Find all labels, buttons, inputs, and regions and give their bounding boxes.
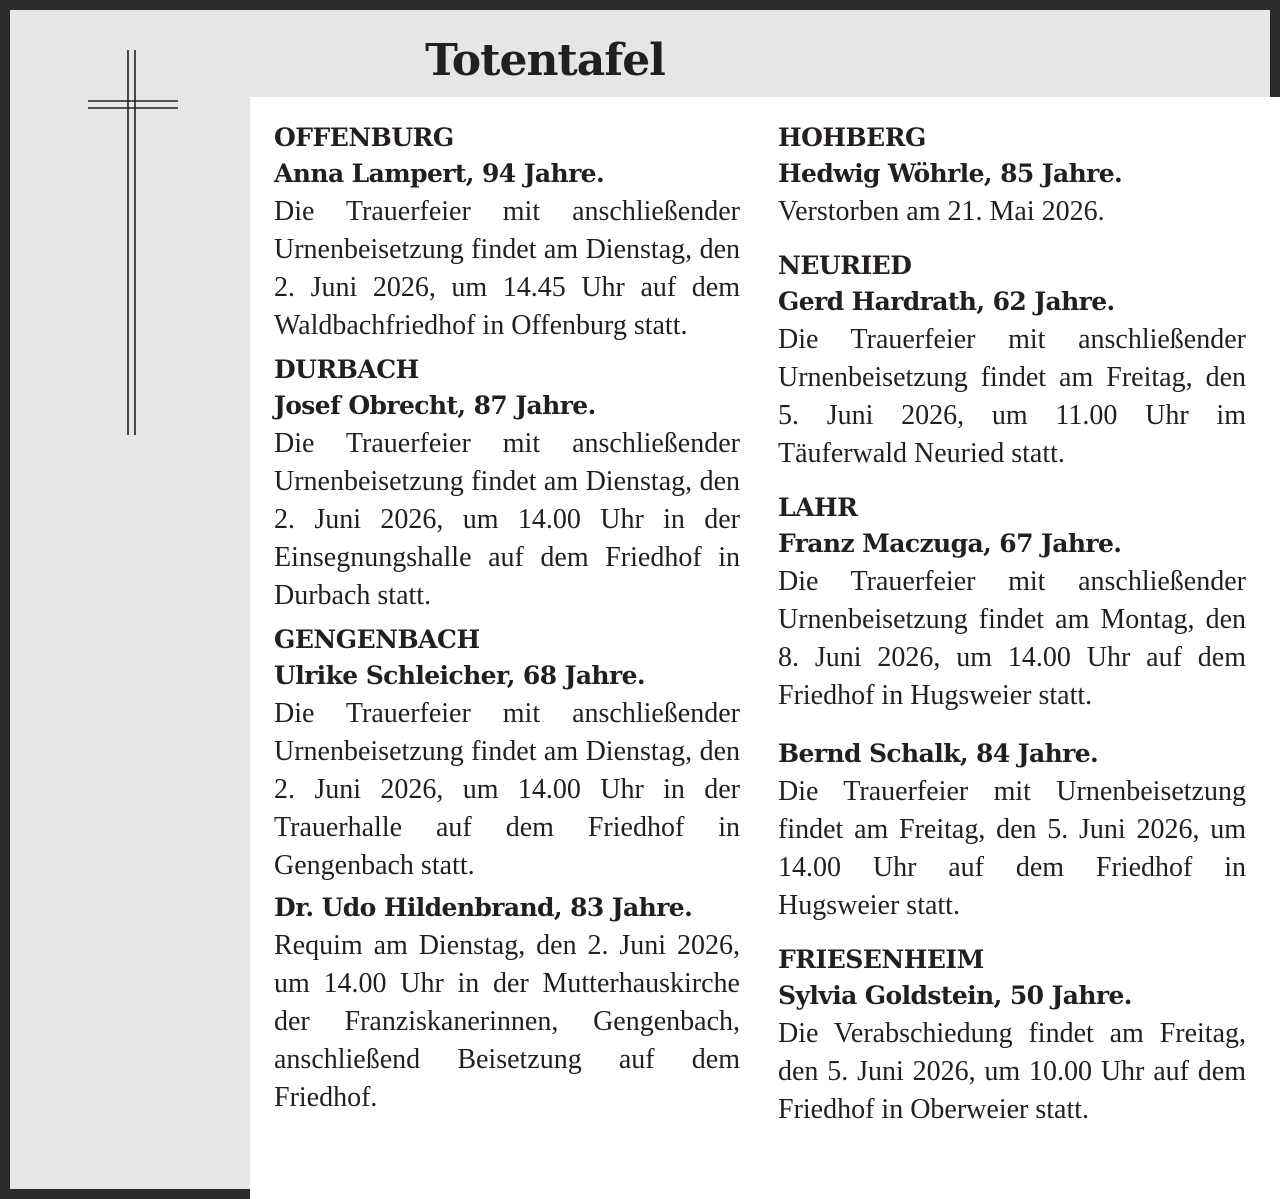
notice-text: Die Trauerfeier mit anschließender Urnenbeisetzung findet am Dienstag, den 2. Juni 2026, um 14.00 Uhr in der Einsegnungshalle auf dem Friedhof in Durbach statt.: [274, 428, 740, 611]
right-column: [778, 121, 1246, 1137]
town-heading: GENGENBACH: [274, 625, 480, 654]
deceased-name: Ulrike Schleicher, 68 Jahre.: [274, 661, 645, 690]
deceased-name: Gerd Hardrath, 62 Jahre.: [778, 287, 1115, 316]
town-heading: HOHBERG: [778, 123, 926, 152]
section-gengenbach: [274, 623, 740, 1117]
notice-text: Die Trauerfeier mit anschließender Urnenbeisetzung findet am Freitag, den 5. Juni 2026, um 11.00 Uhr im Täuferwald Neuried statt.: [778, 324, 1246, 469]
deceased-name: Franz Maczuga, 67 Jahre.: [778, 529, 1122, 558]
section-lahr: [778, 491, 1246, 925]
notice-text: Die Trauerfeier mit anschließender Urnenbeisetzung findet am Montag, den 8. Juni 2026, um 14.00 Uhr auf dem Friedhof in Hugsweier statt.: [778, 566, 1246, 711]
deceased-name: Hedwig Wöhrle, 85 Jahre.: [778, 159, 1123, 188]
deceased-name: Josef Obrecht, 87 Jahre.: [274, 391, 596, 420]
notice-panel: [250, 97, 1280, 1199]
notice-text: Die Verabschiedung findet am Freitag, den 5. Juni 2026, um 10.00 Uhr auf dem Friedhof in Oberweier statt.: [778, 1018, 1246, 1125]
section-durbach: [274, 353, 740, 615]
town-heading: DURBACH: [274, 355, 419, 384]
town-heading: NEURIED: [778, 251, 912, 280]
town-heading: OFFENBURG: [274, 123, 454, 152]
deceased-name: Sylvia Goldstein, 50 Jahre.: [778, 981, 1132, 1010]
deceased-name: Bernd Schalk, 84 Jahre.: [778, 739, 1099, 768]
notice-text: Verstorben am 21. Mai 2026.: [778, 196, 1105, 227]
town-heading: LAHR: [778, 493, 858, 522]
page-title: Totentafel: [425, 35, 665, 86]
town-heading: FRIESENHEIM: [778, 945, 984, 974]
section-friesenheim: [778, 943, 1246, 1129]
section-offenburg: [274, 121, 740, 345]
deceased-name: Dr. Udo Hildenbrand, 83 Jahre.: [274, 893, 693, 922]
notice-text: Die Trauerfeier mit Urnenbeisetzung findet am Freitag, den 5. Juni 2026, um 14.00 Uhr auf dem Friedhof in Hugsweier statt.: [778, 776, 1246, 921]
notice-text: Die Trauerfeier mit anschließender Urnenbeisetzung findet am Dienstag, den 2. Juni 2026, um 14.00 Uhr in der Trauerhalle auf dem Friedhof in Gengenbach statt.: [274, 698, 740, 881]
deceased-name: Anna Lampert, 94 Jahre.: [274, 159, 605, 188]
left-column: [274, 121, 740, 1125]
notice-text: Die Trauerfeier mit anschließender Urnenbeisetzung findet am Dienstag, den 2. Juni 2026, um 14.45 Uhr auf dem Waldbachfriedhof in Offenburg statt.: [274, 196, 740, 341]
section-hohberg: [778, 121, 1246, 231]
notice-text: Requim am Dienstag, den 2. Juni 2026, um 14.00 Uhr in der Mutterhauskirche der Franziskanerinnen, Gengenbach, anschließend Beisetzung auf dem Friedhof.: [274, 930, 740, 1113]
section-neuried: [778, 249, 1246, 473]
cross-icon: [84, 50, 184, 440]
